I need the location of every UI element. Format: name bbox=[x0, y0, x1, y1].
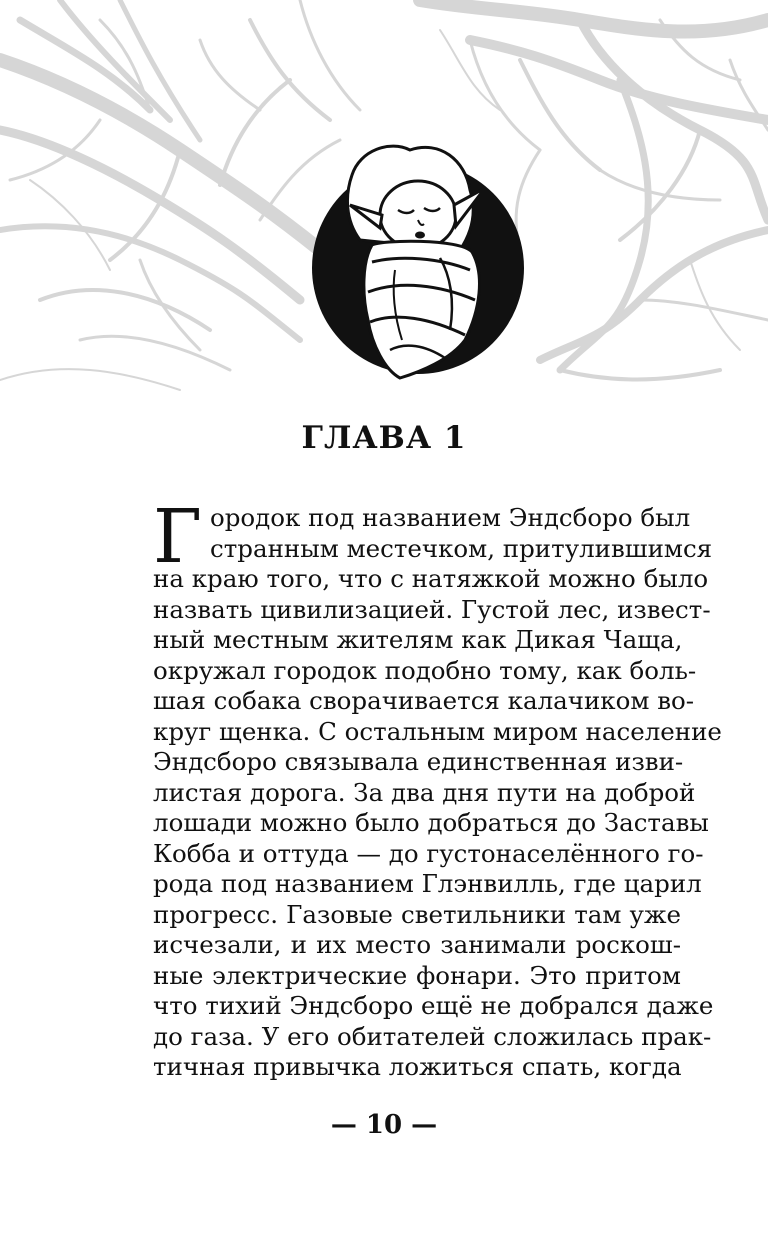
text-line: странным местечком, притулившимся bbox=[210, 533, 713, 563]
text-line: исчезали, и их место занимали роскош- bbox=[153, 930, 681, 959]
text-line: окружал городок подобно тому, как боль- bbox=[153, 655, 697, 685]
text-line: ородок под названием Эндсборо был bbox=[210, 503, 691, 532]
text-line: Эндсборо связывала единственная изви- bbox=[153, 747, 684, 776]
chapter-title: ГЛАВА 1 bbox=[301, 420, 467, 456]
text-line: листая дорога. За два дня пути на доброй bbox=[153, 777, 696, 807]
text-line: Кобба и оттуда — до густонаселённого го- bbox=[153, 838, 704, 868]
drop-cap: Г bbox=[153, 494, 202, 580]
text-line: прогресс. Газовые светильники там уже bbox=[153, 899, 681, 929]
text-line: на краю того, что с натяжкой можно было bbox=[153, 564, 709, 593]
text-line: шая собака сворачивается калачиком во- bbox=[153, 686, 695, 715]
text-line: круг щенка. С остальным миром население bbox=[153, 716, 722, 746]
text-line: назвать цивилизацией. Густой лес, извест- bbox=[153, 594, 711, 624]
text-line: что тихий Эндсборо ещё не добрался даже bbox=[153, 991, 714, 1020]
page-number: — 10 — bbox=[330, 1110, 438, 1140]
text-line: рода под названием Глэнвилль, где царил bbox=[153, 869, 702, 898]
text-line: ные электрические фонари. Это притом bbox=[153, 960, 681, 990]
chapter-body bbox=[153, 503, 722, 1083]
text-line: лошади можно было добраться до Заставы bbox=[153, 808, 709, 837]
text-line: до газа. У его обитателей сложилась прак- bbox=[153, 1021, 712, 1051]
text-line: тичная привычка ложиться спать, когда bbox=[153, 1052, 682, 1081]
text-line: ный местным жителям как Дикая Чаща, bbox=[153, 625, 683, 654]
chapter-illustration bbox=[0, 0, 768, 400]
